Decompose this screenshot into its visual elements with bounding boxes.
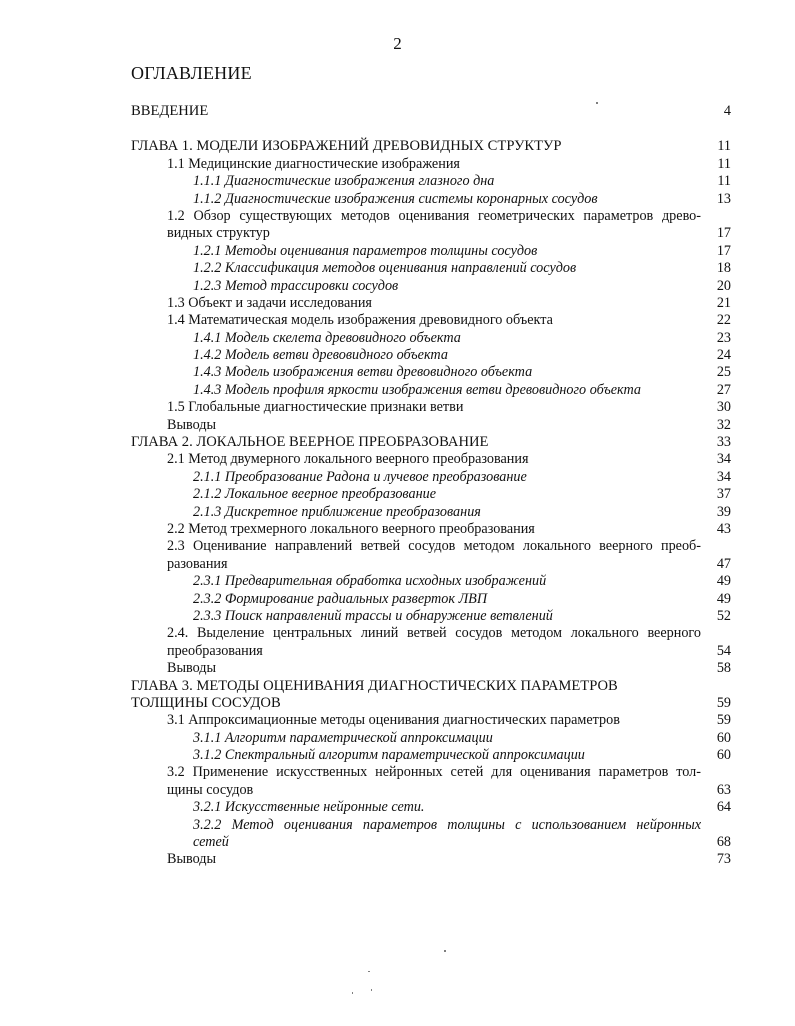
toc-entry-text: 2.4. Выделение центральных линий ветвей сосудов методом локального веерного <box>167 625 701 642</box>
toc-subsection-3-1-1[interactable] <box>131 730 731 747</box>
toc-entry-page: 58 <box>716 660 731 677</box>
scan-speck <box>444 950 446 952</box>
toc-entry-page: 23 <box>716 329 731 346</box>
toc-subsection-1-2-3[interactable] <box>131 278 731 295</box>
toc-section-2-3[interactable] <box>131 538 731 555</box>
toc-entry-page: 11 <box>717 155 731 172</box>
toc-entry-page: 64 <box>716 799 731 816</box>
toc-entry-text: видных структур <box>167 225 270 242</box>
toc-subsection-1-1-2[interactable] <box>131 191 731 208</box>
toc-entry-text: щины сосудов <box>167 781 254 798</box>
toc-entry-text: ГЛАВА 2. ЛОКАЛЬНОЕ ВЕЕРНОЕ ПРЕОБРАЗОВАНИЕ <box>131 434 489 451</box>
toc-subsection-1-1-1[interactable] <box>131 173 731 190</box>
toc-entry-page: 11 <box>717 138 731 155</box>
toc-entry-page: 49 <box>716 590 731 607</box>
toc-subsection-1-4-3[interactable] <box>131 364 731 381</box>
toc-entry-text: сетей <box>193 834 229 851</box>
toc-entry-text: Выводы <box>167 416 217 433</box>
toc-entry-text: 1.1 Медицинские диагностические изображения <box>167 155 460 172</box>
toc-conclusions-2[interactable] <box>131 660 731 677</box>
toc-entry-text: ГЛАВА 3. МЕТОДЫ ОЦЕНИВАНИЯ ДИАГНОСТИЧЕСКИХ ПАРАМЕТРОВ <box>131 677 618 694</box>
toc-entry-page: 27 <box>716 381 731 398</box>
toc-entry-text: 3.2.1 Искусственные нейронные сети. <box>193 799 425 816</box>
toc-entry-text: 1.3 Объект и задачи исследования <box>167 294 372 311</box>
toc-entry-text: 3.1.1 Алгоритм параметрической аппроксимации <box>193 729 493 746</box>
toc-entry-page: 18 <box>716 260 731 277</box>
toc-entry-text: 2.1.1 Преобразование Радона и лучевое преобразование <box>193 468 527 485</box>
toc-entry-page: 22 <box>716 312 731 329</box>
toc-entry-page: 49 <box>716 573 731 590</box>
toc-entry-text: 1.2 Обзор существующих методов оценивания геометрических параметров древо- <box>167 207 701 224</box>
toc-section-1-1[interactable] <box>131 156 731 173</box>
toc-entry-page: 17 <box>716 225 731 242</box>
toc-entry-text: 1.4.3 Модель изображения ветви древовидного объекта <box>193 364 533 381</box>
toc-entry-text: ГЛАВА 1. МОДЕЛИ ИЗОБРАЖЕНИЙ ДРЕВОВИДНЫХ СТРУКТУР <box>131 138 562 155</box>
toc-entry-text: Выводы <box>167 851 217 868</box>
toc-section-2-2[interactable] <box>131 521 731 538</box>
toc-section-3-2[interactable] <box>131 764 731 781</box>
toc-entry-page: 43 <box>716 520 731 537</box>
toc-title: ОГЛАВЛЕНИЕ <box>131 63 252 83</box>
toc-entry-page: 59 <box>716 694 731 711</box>
toc-chapter-3-cont[interactable] <box>131 695 731 712</box>
toc-entry-page: 32 <box>716 416 731 433</box>
toc-entry-page: 25 <box>716 364 731 381</box>
scan-speck <box>371 989 372 991</box>
toc-section-1-3[interactable] <box>131 295 731 312</box>
toc-entry-text: ТОЛЩИНЫ СОСУДОВ <box>131 694 281 711</box>
toc-conclusions-3[interactable] <box>131 851 731 868</box>
toc-entry-text: 3.1.2 Спектральный алгоритм параметрической аппроксимации <box>193 747 585 764</box>
toc-entry-page: 47 <box>716 555 731 572</box>
toc-subsection-2-1-3[interactable] <box>131 504 731 521</box>
toc-section-2-4-cont[interactable] <box>131 643 731 660</box>
toc-section-2-4[interactable] <box>131 625 731 642</box>
toc-subsection-2-3-2[interactable] <box>131 591 731 608</box>
toc-chapter-2[interactable] <box>131 434 731 451</box>
toc-entry-text: 1.4.2 Модель ветви древовидного объекта <box>193 347 448 364</box>
toc-entry-text: 1.2.1 Методы оценивания параметров толщины сосудов <box>193 242 538 259</box>
toc-entry-text: преобразования <box>167 642 263 659</box>
toc-entry-text: разования <box>167 555 228 572</box>
toc-section-1-4[interactable] <box>131 312 731 329</box>
toc-section-1-5[interactable] <box>131 399 731 416</box>
toc-entry-text: 3.2 Применение искусственных нейронных сетей для оценивания параметров тол- <box>167 764 701 781</box>
toc-subsection-2-1-2[interactable] <box>131 486 731 503</box>
toc-chapter-1[interactable] <box>131 138 731 155</box>
toc-entry-page: 37 <box>716 486 731 503</box>
toc-entry-text: 2.1.2 Локальное веерное преобразование <box>193 486 436 503</box>
toc-entry-page: 13 <box>716 190 731 207</box>
toc-section-3-1[interactable] <box>131 712 731 729</box>
scan-speck <box>368 971 370 972</box>
toc-entry-text: 2.3 Оценивание направлений ветвей сосудов методом локального веерного преоб- <box>167 538 701 555</box>
scan-speck <box>596 102 598 104</box>
toc-entry-text: 2.1.3 Дискретное приближение преобразования <box>193 503 481 520</box>
toc-entry-text: 2.3.2 Формирование радиальных разверток ЛВП <box>193 590 488 607</box>
toc-subsection-1-2-2[interactable] <box>131 260 731 277</box>
toc-entry-text: 2.2 Метод трехмерного локального веерного преобразования <box>167 520 535 537</box>
toc-entry-page: 54 <box>716 642 731 659</box>
toc-entry-text: 2.3.1 Предварительная обработка исходных изображений <box>193 573 547 590</box>
toc-entry-text: 3.1 Аппроксимационные методы оценивания диагностических параметров <box>167 712 620 729</box>
toc-entry-page: 4 <box>723 103 731 119</box>
toc-entry-page: 52 <box>716 607 731 624</box>
toc-subsection-1-4-2[interactable] <box>131 347 731 364</box>
toc-entry-text: Выводы <box>167 660 217 677</box>
toc-section-1-2-cont[interactable] <box>131 225 731 242</box>
toc-subsection-1-4-1[interactable] <box>131 330 731 347</box>
toc-subsection-3-2-2-cont[interactable] <box>131 834 731 851</box>
toc-entry-text: 1.1.2 Диагностические изображения системы коронарных сосудов <box>193 190 598 207</box>
toc-entry-intro[interactable] <box>131 103 731 120</box>
toc-entry-text: 1.4.1 Модель скелета древовидного объекта <box>193 329 461 346</box>
toc-entry-page: 11 <box>717 173 731 190</box>
scan-speck <box>352 992 353 994</box>
toc-entry-page: 34 <box>716 451 731 468</box>
toc-entry-page: 39 <box>716 503 731 520</box>
toc-entry-text: ВВЕДЕНИЕ <box>131 103 209 119</box>
page-number: 2 <box>393 34 402 53</box>
toc-subsection-2-3-1[interactable] <box>131 573 731 590</box>
toc-conclusions-1[interactable] <box>131 417 731 434</box>
toc-entry-page: 68 <box>716 834 731 851</box>
toc-entry-page: 17 <box>716 242 731 259</box>
toc-subsection-3-1-2[interactable] <box>131 747 731 764</box>
toc-section-1-2[interactable] <box>131 208 731 225</box>
toc-entry-page: 59 <box>716 712 731 729</box>
toc-entry-page: 34 <box>716 468 731 485</box>
toc-entry-page: 60 <box>716 747 731 764</box>
toc-entry-text: 1.4.3 Модель профиля яркости изображения ветви древовидного объекта <box>193 381 642 398</box>
toc-subsection-1-4-4[interactable] <box>131 382 731 399</box>
toc-entry-text: 2.3.3 Поиск направлений трассы и обнаружение ветвлений <box>193 607 553 624</box>
toc-subsection-3-2-1[interactable] <box>131 799 731 816</box>
toc-chapter-3[interactable] <box>131 678 731 695</box>
toc-entry-page: 20 <box>716 277 731 294</box>
toc-section-3-2-cont[interactable] <box>131 782 731 799</box>
toc-entry-text: 1.5 Глобальные диагностические признаки ветви <box>167 399 464 416</box>
toc-entry-text: 1.2.2 Классификация методов оценивания направлений сосудов <box>193 260 577 277</box>
toc-subsection-3-2-2[interactable] <box>131 817 731 834</box>
toc-entry-page: 73 <box>716 851 731 868</box>
toc-entry-text: 1.2.3 Метод трассировки сосудов <box>193 277 399 294</box>
toc-entry-page: 21 <box>716 294 731 311</box>
toc-entry-text: 2.1 Метод двумерного локального веерного преобразования <box>167 451 529 468</box>
toc-entry-page: 30 <box>716 399 731 416</box>
toc-subsection-1-2-1[interactable] <box>131 243 731 260</box>
toc-entry-page: 24 <box>716 347 731 364</box>
table-of-contents <box>131 103 731 869</box>
toc-section-2-3-cont[interactable] <box>131 556 731 573</box>
toc-entry-page: 63 <box>716 781 731 798</box>
toc-entry-text: 1.4 Математическая модель изображения древовидного объекта <box>167 312 553 329</box>
toc-entry-page: 60 <box>716 729 731 746</box>
toc-entry-page: 33 <box>716 434 731 451</box>
toc-subsection-2-3-3[interactable] <box>131 608 731 625</box>
toc-entry-text: 3.2.2 Метод оценивания параметров толщины с использованием нейронных <box>193 816 701 833</box>
toc-subsection-2-1-1[interactable] <box>131 469 731 486</box>
toc-entry-text: 1.1.1 Диагностические изображения глазного дна <box>193 173 495 190</box>
toc-section-2-1[interactable] <box>131 451 731 468</box>
